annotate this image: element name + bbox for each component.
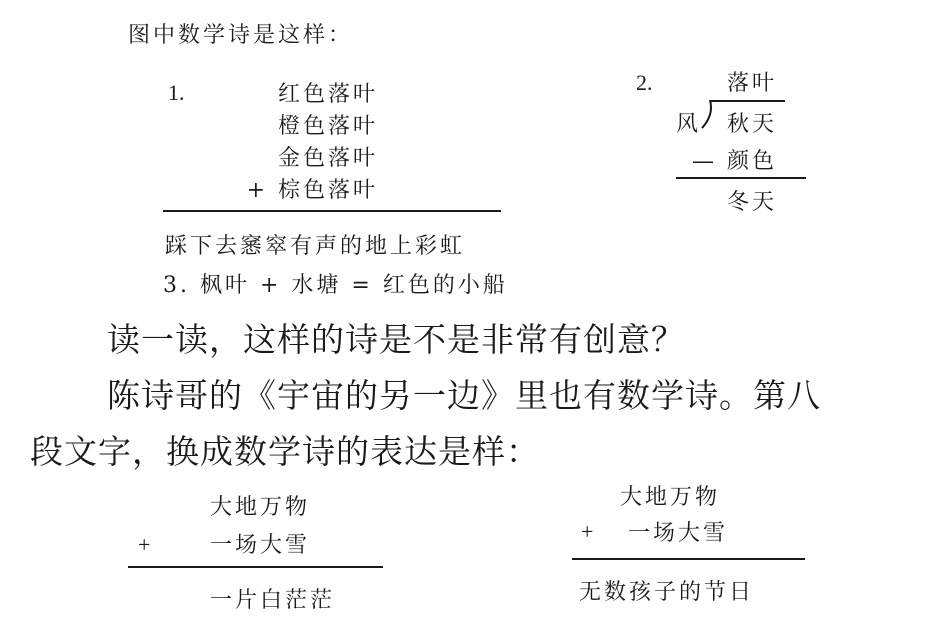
poem2-divisor: 风 <box>676 112 702 137</box>
poem2-dividend: 秋天 <box>727 112 778 137</box>
poem1-number: 1. <box>168 80 185 105</box>
poem1-line-4: + 棕色落叶 <box>246 178 378 203</box>
poem4-line-1: 大地万物 <box>210 495 311 520</box>
poem3-equation: 3. 枫叶 + 水塘 = 红色的小船 <box>163 273 508 298</box>
poem4-plus: + <box>138 532 151 557</box>
poem2-number: 2. <box>636 70 653 95</box>
paragraph-2-line-2: 段文字，换成数学诗的表达是样： <box>30 432 540 471</box>
poem1-sum-line <box>163 210 501 212</box>
poem2-remainder: 冬天 <box>727 190 778 215</box>
poem2-division-bracket <box>700 100 714 130</box>
poem2-result-line <box>676 177 806 179</box>
poem2-subtract: — 颜色 <box>692 149 777 174</box>
poem5-line-2: 一场大雪 <box>628 521 729 546</box>
paragraph-2-line-1: 陈诗哥的《宇宙的另一边》里也有数学诗。第八 <box>107 376 821 415</box>
poem1-result: 踩下去窸窣有声的地上彩虹 <box>165 234 466 259</box>
poem1-line-2: 橙色落叶 <box>277 114 378 139</box>
poem1-line-3: 金色落叶 <box>277 146 378 171</box>
intro-text: 图中数学诗是这样： <box>128 23 354 48</box>
poem5-line-1: 大地万物 <box>620 485 721 510</box>
poem2-quotient: 落叶 <box>727 71 778 96</box>
paragraph-1: 读一读，这样的诗是不是非常有创意？ <box>107 320 685 359</box>
poem1-line-1: 红色落叶 <box>277 82 378 107</box>
poem5-result: 无数孩子的节日 <box>579 580 755 605</box>
poem5-sum-line <box>572 558 805 560</box>
poem4-result: 一片白茫茫 <box>210 588 336 613</box>
poem2-division-bar <box>710 100 785 102</box>
poem4-line-2: 一场大雪 <box>210 533 311 558</box>
poem5-plus: + <box>581 519 594 544</box>
poem4-sum-line <box>128 566 383 568</box>
